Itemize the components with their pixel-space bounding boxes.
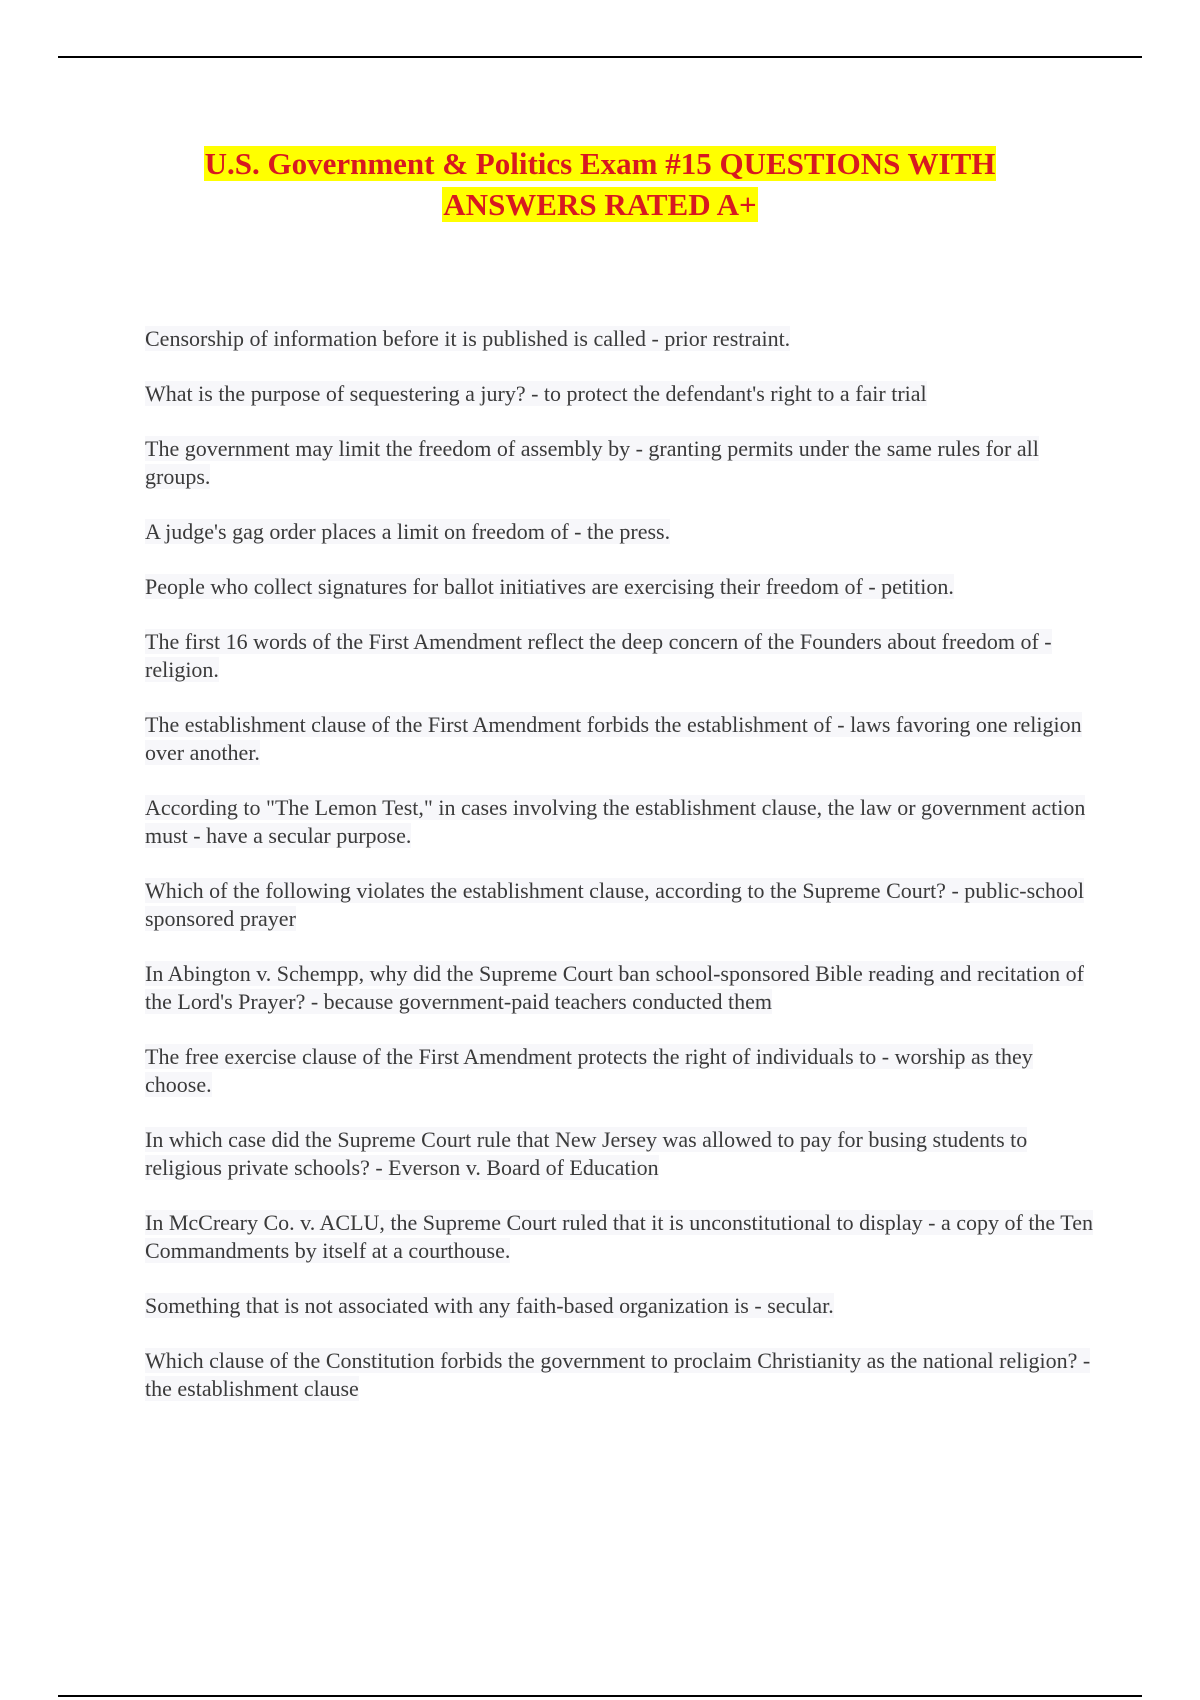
qa-item-13 [145,1209,1095,1265]
qa-item-11 [145,1043,1095,1099]
qa-text: In which case did the Supreme Court rule that New Jersey was allowed to pay for busing students to religious private schools? - Everson v. Board of Education [145,1127,1028,1180]
qa-text: The first 16 words of the First Amendment reflect the deep concern of the Founders about freedom of - religion. [145,629,1052,682]
document-title [100,143,1100,225]
qa-text: Censorship of information before it is published is called - prior restraint. [145,326,791,351]
qa-text: Which of the following violates the establishment clause, according to the Supreme Court? - public-school sponsored prayer [145,878,1085,931]
qa-text: Which clause of the Constitution forbids the government to proclaim Christianity as the national religion? - the establishment clause [145,1348,1091,1401]
qa-text: The establishment clause of the First Amendment forbids the establishment of - laws favoring one religion over another. [145,712,1082,765]
title-line-1: U.S. Government & Politics Exam #15 QUESTIONS WITH [204,146,996,181]
qa-text: What is the purpose of sequestering a jury? - to protect the defendant's right to a fair trial [145,381,927,406]
qa-text: People who collect signatures for ballot initiatives are exercising their freedom of - petition. [145,574,954,599]
qa-item-5 [145,573,1095,601]
title-line-2: ANSWERS RATED A+ [443,187,757,222]
qa-text: In McCreary Co. v. ACLU, the Supreme Court ruled that it is unconstitutional to display - a copy of the Ten Commandments by itself at a courthouse. [145,1210,1093,1263]
qa-text: According to "The Lemon Test," in cases involving the establishment clause, the law or government action must - have a secular purpose. [145,795,1086,848]
qa-item-3 [145,435,1095,491]
qa-text: In Abington v. Schempp, why did the Supreme Court ban school-sponsored Bible reading and recitation of the Lord's Prayer? - because government-paid teachers conducted them [145,961,1084,1014]
qa-item-2 [145,380,1095,408]
qa-item-9 [145,877,1095,933]
top-rule [58,56,1142,58]
qa-item-8 [145,794,1095,850]
qa-text: Something that is not associated with any faith-based organization is - secular. [145,1293,834,1318]
qa-item-7 [145,711,1095,767]
qa-text: The free exercise clause of the First Amendment protects the right of individuals to - worship as they choose. [145,1044,1033,1097]
qa-item-6 [145,628,1095,684]
bottom-rule [58,1695,1142,1697]
qa-text: The government may limit the freedom of assembly by - granting permits under the same rules for all groups. [145,436,1039,489]
qa-item-12 [145,1126,1095,1182]
qa-item-1 [145,325,1095,353]
qa-item-15 [145,1347,1095,1403]
qa-item-10 [145,960,1095,1016]
qa-text: A judge's gag order places a limit on freedom of - the press. [145,519,671,544]
qa-list [145,325,1095,1430]
qa-item-14 [145,1292,1095,1320]
qa-item-4 [145,518,1095,546]
